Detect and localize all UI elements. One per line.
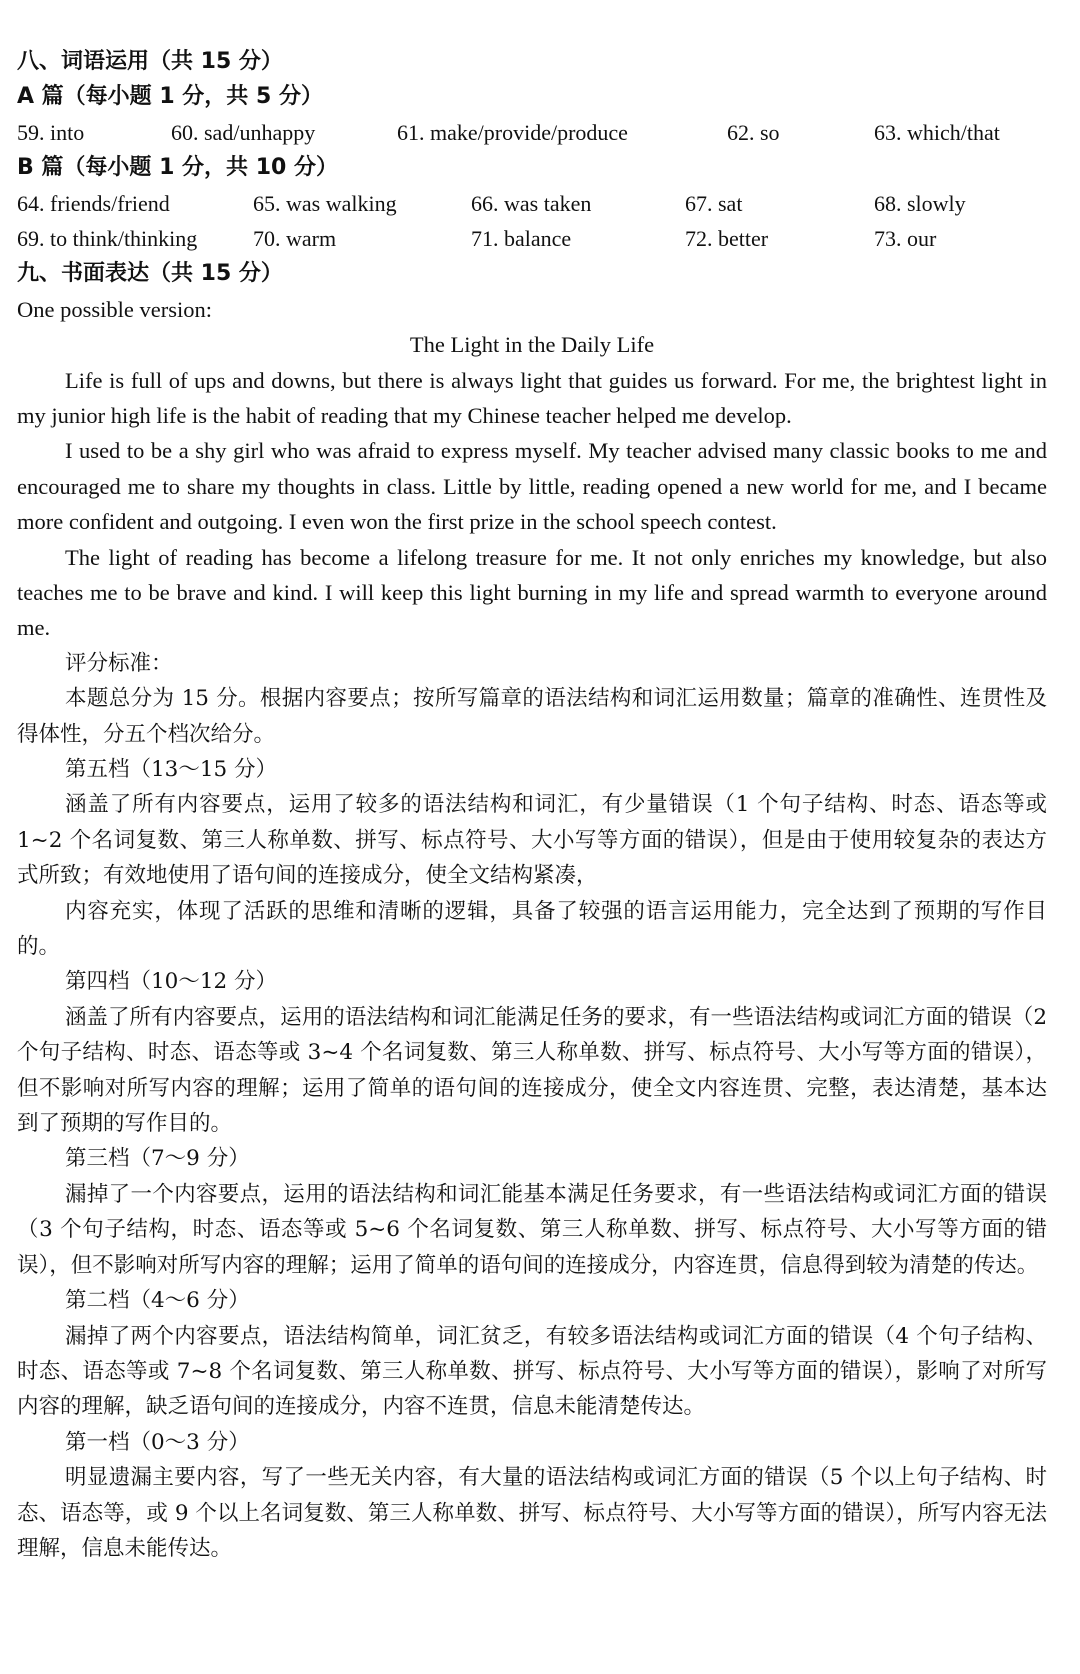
level-2-label: 第二档（4～6 分） bbox=[65, 1288, 250, 1314]
partB-answers-row-1 bbox=[17, 186, 1047, 221]
level-3-desc: 漏掉了一个内容要点，运用的语法结构和词汇能基本满足任务要求，有一些语法结构或词汇方面的错误（3 个句子结构，时态、语态等或 5~6 个名词复数、第三人称单数、拼写、标点符号、大小写等方面的错误），但不影响对所写内容的理解；运用了简单的语句间的连接成分，内容连贯，信息得到较为清楚的传达。 bbox=[17, 1181, 1047, 1278]
answer-62: 62. so bbox=[727, 119, 780, 145]
essay-paragraph: Life is full of ups and downs, but there is always light that guides us forward. For me, the brightest light in my junior high life is the habit of reading that my Chinese teacher helped me develop. bbox=[17, 367, 1047, 428]
answer-68: 68. slowly bbox=[874, 190, 966, 216]
essay-paragraph: The light of reading has become a lifelong treasure for me. It not only enriches my knowledge, but also teaches me to be brave and kind. I will keep this light burning in my life and spread warmth to everyone around me. bbox=[17, 544, 1047, 641]
level-3-label: 第三档（7～9 分） bbox=[65, 1146, 250, 1172]
level-1-desc: 明显遗漏主要内容，写了一些无关内容，有大量的语法结构或词汇方面的错误（5 个以上句子结构、时态、语态等，或 9 个以上名词复数、第三人称单数、拼写、标点符号、大小写等方面的错误），所写内容无法理解，信息未能传达。 bbox=[17, 1465, 1047, 1561]
answer-69: 69. to think/thinking bbox=[17, 225, 198, 251]
answer-key-page bbox=[17, 44, 1047, 1566]
partB-heading: B 篇（每小题 1 分，共 10 分） bbox=[17, 155, 338, 181]
answer-60: 60. sad/unhappy bbox=[171, 119, 316, 145]
answer-65: 65. was walking bbox=[253, 190, 397, 216]
scoring-title: 评分标准： bbox=[65, 650, 173, 676]
scoring-intro: 本题总分为 15 分。根据内容要点；按所写篇章的语法结构和词汇运用数量；篇章的准确性、连贯性及得体性，分五个档次给分。 bbox=[17, 686, 1047, 747]
level-5-desc: 涵盖了所有内容要点，运用了较多的语法结构和词汇，有少量错误（1 个句子结构、时态、语态等或 1~2 个名词复数、第三人称单数、拼写、标点符号、大小写等方面的错误），但是由于使用较复杂的表达方式所致；有效地使用了语句间的连接成分，使全文结构紧凑， bbox=[17, 792, 1047, 889]
level-1-label: 第一档（0～3 分） bbox=[65, 1429, 250, 1455]
level-5-label: 第五档（13～15 分） bbox=[65, 757, 278, 783]
answer-70: 70. warm bbox=[253, 225, 337, 251]
answer-72: 72. better bbox=[685, 225, 769, 251]
essay-intro: One possible version: bbox=[17, 296, 212, 322]
essay-title: The Light in the Daily Life bbox=[409, 332, 655, 358]
essay-paragraph: I used to be a shy girl who was afraid to express myself. My teacher advised many classic books to me and encouraged me to share my thoughts in class. Little by little, reading opened a new world for me, and I became more confident and outgoing. I even won the first prize in the school speech contest. bbox=[17, 438, 1047, 535]
level-2-desc: 漏掉了两个内容要点，语法结构简单，词汇贫乏，有较多语法结构或词汇方面的错误（4 个句子结构、时态、语态等或 7~8 个名词复数、第三人称单数、拼写、标点符号、大小写等方面的错误），影响了对所写内容的理解，缺乏语句间的连接成分，内容不连贯，信息未能清楚传达。 bbox=[17, 1323, 1047, 1420]
partB-answers-row-2 bbox=[17, 221, 1047, 256]
answer-73: 73. our bbox=[874, 225, 937, 251]
level-4-label: 第四档（10～12 分） bbox=[65, 969, 278, 995]
answer-64: 64. friends/friend bbox=[17, 190, 170, 216]
partA-answers-row bbox=[17, 115, 1047, 150]
level-4-desc: 涵盖了所有内容要点，运用的语法结构和词汇能满足任务的要求，有一些语法结构或词汇方面的错误（2 个句子结构、时态、语态等或 3~4 个名词复数、第三人称单数、拼写、标点符号、大小写等方面的错误），但不影响对所写内容的理解；运用了简单的语句间的连接成分，使全文内容连贯、完整，表达清楚，基本达到了预期的写作目的。 bbox=[17, 1004, 1047, 1137]
answer-67: 67. sat bbox=[685, 190, 743, 216]
answer-66: 66. was taken bbox=[471, 190, 592, 216]
answer-71: 71. balance bbox=[471, 225, 572, 251]
answer-63: 63. which/that bbox=[874, 119, 1000, 145]
section9-heading: 九、书面表达（共 15 分） bbox=[17, 261, 283, 287]
partA-heading: A 篇（每小题 1 分，共 5 分） bbox=[17, 84, 323, 110]
answer-59: 59. into bbox=[17, 119, 85, 145]
level-5-desc-cont: 内容充实，体现了活跃的思维和清晰的逻辑，具备了较强的语言运用能力，完全达到了预期的写作目的。 bbox=[17, 898, 1047, 960]
section8-heading: 八、词语运用（共 15 分） bbox=[17, 49, 283, 74]
answer-61: 61. make/provide/produce bbox=[397, 119, 628, 145]
